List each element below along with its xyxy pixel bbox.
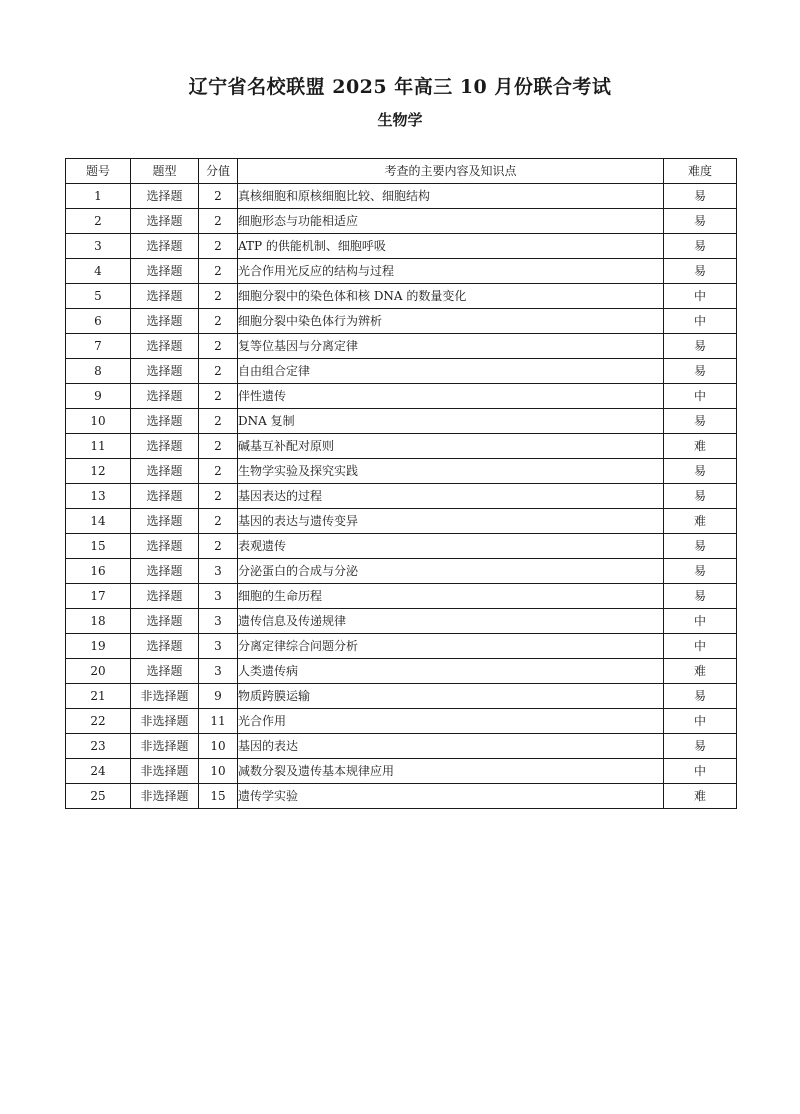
cell-question-type: 非选择题 xyxy=(131,759,199,784)
table-row xyxy=(66,659,737,684)
cell-difficulty: 易 xyxy=(664,409,737,434)
cell-difficulty: 中 xyxy=(664,709,737,734)
page-subtitle: 生物学 xyxy=(377,111,423,129)
cell-question-number: 5 xyxy=(66,284,131,309)
cell-question-number: 16 xyxy=(66,559,131,584)
table-row xyxy=(66,409,737,434)
cell-difficulty: 易 xyxy=(664,559,737,584)
table-row xyxy=(66,684,737,709)
cell-score: 2 xyxy=(199,259,238,284)
cell-score: 2 xyxy=(199,534,238,559)
cell-question-type: 选择题 xyxy=(131,584,199,609)
cell-question-type: 选择题 xyxy=(131,209,199,234)
cell-difficulty: 易 xyxy=(664,484,737,509)
cell-question-number: 8 xyxy=(66,359,131,384)
table-row xyxy=(66,309,737,334)
cell-question-number: 1 xyxy=(66,184,131,209)
cell-score: 3 xyxy=(199,659,238,684)
cell-difficulty: 中 xyxy=(664,284,737,309)
cell-question-number: 14 xyxy=(66,509,131,534)
table-row xyxy=(66,459,737,484)
cell-question-number: 12 xyxy=(66,459,131,484)
cell-content: 遗传学实验 xyxy=(238,784,664,809)
table-row xyxy=(66,209,737,234)
cell-difficulty: 易 xyxy=(664,534,737,559)
cell-score: 2 xyxy=(199,334,238,359)
cell-content: 细胞分裂中的染色体和核 DNA 的数量变化 xyxy=(238,284,664,309)
table-row xyxy=(66,259,737,284)
cell-question-number: 21 xyxy=(66,684,131,709)
header-question-type: 题型 xyxy=(131,159,199,184)
cell-content: 基因表达的过程 xyxy=(238,484,664,509)
cell-score: 2 xyxy=(199,409,238,434)
table-row xyxy=(66,559,737,584)
cell-difficulty: 易 xyxy=(664,259,737,284)
header-score: 分值 xyxy=(199,159,238,184)
cell-score: 3 xyxy=(199,584,238,609)
cell-difficulty: 中 xyxy=(664,759,737,784)
cell-difficulty: 易 xyxy=(664,459,737,484)
cell-question-number: 23 xyxy=(66,734,131,759)
cell-question-type: 选择题 xyxy=(131,334,199,359)
table-row xyxy=(66,284,737,309)
cell-question-number: 9 xyxy=(66,384,131,409)
cell-question-number: 11 xyxy=(66,434,131,459)
cell-difficulty: 难 xyxy=(664,659,737,684)
cell-score: 2 xyxy=(199,184,238,209)
table-row xyxy=(66,434,737,459)
table-row xyxy=(66,759,737,784)
cell-content: DNA 复制 xyxy=(238,409,664,434)
cell-score: 2 xyxy=(199,484,238,509)
cell-question-number: 10 xyxy=(66,409,131,434)
cell-question-number: 7 xyxy=(66,334,131,359)
cell-question-number: 25 xyxy=(66,784,131,809)
cell-question-type: 非选择题 xyxy=(131,709,199,734)
table-row xyxy=(66,609,737,634)
cell-content: 分泌蛋白的合成与分泌 xyxy=(238,559,664,584)
cell-question-number: 6 xyxy=(66,309,131,334)
cell-difficulty: 易 xyxy=(664,234,737,259)
cell-question-type: 选择题 xyxy=(131,609,199,634)
cell-difficulty: 中 xyxy=(664,634,737,659)
cell-content: 基因的表达与遗传变异 xyxy=(238,509,664,534)
cell-difficulty: 中 xyxy=(664,384,737,409)
table-row xyxy=(66,534,737,559)
cell-content: 光合作用光反应的结构与过程 xyxy=(238,259,664,284)
cell-question-number: 22 xyxy=(66,709,131,734)
table-header-row xyxy=(66,159,737,184)
cell-question-number: 2 xyxy=(66,209,131,234)
cell-score: 10 xyxy=(199,734,238,759)
cell-difficulty: 易 xyxy=(664,684,737,709)
table-row xyxy=(66,184,737,209)
cell-score: 3 xyxy=(199,559,238,584)
cell-question-type: 非选择题 xyxy=(131,734,199,759)
cell-question-number: 17 xyxy=(66,584,131,609)
cell-question-type: 选择题 xyxy=(131,634,199,659)
table-row xyxy=(66,334,737,359)
cell-content: 细胞分裂中染色体行为辨析 xyxy=(238,309,664,334)
cell-question-type: 选择题 xyxy=(131,259,199,284)
cell-difficulty: 易 xyxy=(664,209,737,234)
header-difficulty: 难度 xyxy=(664,159,737,184)
cell-score: 2 xyxy=(199,284,238,309)
cell-score: 2 xyxy=(199,434,238,459)
cell-difficulty: 易 xyxy=(664,359,737,384)
cell-content: 人类遗传病 xyxy=(238,659,664,684)
cell-question-number: 13 xyxy=(66,484,131,509)
cell-question-type: 选择题 xyxy=(131,559,199,584)
table-row xyxy=(66,484,737,509)
table-row xyxy=(66,359,737,384)
cell-question-type: 选择题 xyxy=(131,284,199,309)
cell-question-type: 选择题 xyxy=(131,184,199,209)
cell-question-number: 20 xyxy=(66,659,131,684)
table-row xyxy=(66,384,737,409)
cell-question-type: 非选择题 xyxy=(131,784,199,809)
cell-content: 分离定律综合问题分析 xyxy=(238,634,664,659)
cell-score: 2 xyxy=(199,209,238,234)
cell-difficulty: 易 xyxy=(664,184,737,209)
cell-question-type: 选择题 xyxy=(131,359,199,384)
cell-content: 细胞形态与功能相适应 xyxy=(238,209,664,234)
cell-difficulty: 易 xyxy=(664,584,737,609)
cell-question-number: 18 xyxy=(66,609,131,634)
cell-question-type: 选择题 xyxy=(131,409,199,434)
cell-question-type: 选择题 xyxy=(131,534,199,559)
cell-content: 细胞的生命历程 xyxy=(238,584,664,609)
exam-spec-table xyxy=(65,158,737,809)
cell-question-type: 选择题 xyxy=(131,484,199,509)
cell-question-type: 非选择题 xyxy=(131,684,199,709)
cell-question-type: 选择题 xyxy=(131,384,199,409)
cell-difficulty: 易 xyxy=(664,734,737,759)
cell-difficulty: 中 xyxy=(664,309,737,334)
table-row xyxy=(66,784,737,809)
cell-difficulty: 难 xyxy=(664,509,737,534)
table-row xyxy=(66,584,737,609)
header-content: 考查的主要内容及知识点 xyxy=(238,159,664,184)
cell-difficulty: 难 xyxy=(664,434,737,459)
cell-score: 15 xyxy=(199,784,238,809)
cell-question-type: 选择题 xyxy=(131,509,199,534)
cell-content: 表观遗传 xyxy=(238,534,664,559)
cell-question-number: 19 xyxy=(66,634,131,659)
table-row xyxy=(66,734,737,759)
cell-score: 2 xyxy=(199,384,238,409)
cell-difficulty: 难 xyxy=(664,784,737,809)
cell-question-type: 选择题 xyxy=(131,234,199,259)
cell-content: 真核细胞和原核细胞比较、细胞结构 xyxy=(238,184,664,209)
cell-content: ATP 的供能机制、细胞呼吸 xyxy=(238,234,664,259)
cell-content: 复等位基因与分离定律 xyxy=(238,334,664,359)
cell-difficulty: 易 xyxy=(664,334,737,359)
cell-content: 基因的表达 xyxy=(238,734,664,759)
cell-question-number: 24 xyxy=(66,759,131,784)
cell-question-type: 选择题 xyxy=(131,459,199,484)
cell-question-type: 选择题 xyxy=(131,659,199,684)
cell-content: 遗传信息及传递规律 xyxy=(238,609,664,634)
cell-question-number: 3 xyxy=(66,234,131,259)
cell-question-type: 选择题 xyxy=(131,309,199,334)
cell-score: 9 xyxy=(199,684,238,709)
cell-score: 2 xyxy=(199,509,238,534)
cell-content: 自由组合定律 xyxy=(238,359,664,384)
cell-score: 3 xyxy=(199,609,238,634)
cell-question-number: 4 xyxy=(66,259,131,284)
table-row xyxy=(66,709,737,734)
page-title: 辽宁省名校联盟 2025 年高三 10 月份联合考试 xyxy=(188,76,612,98)
cell-content: 生物学实验及探究实践 xyxy=(238,459,664,484)
table-body xyxy=(66,184,737,809)
cell-difficulty: 中 xyxy=(664,609,737,634)
cell-score: 2 xyxy=(199,234,238,259)
cell-content: 碱基互补配对原则 xyxy=(238,434,664,459)
cell-content: 减数分裂及遗传基本规律应用 xyxy=(238,759,664,784)
table-row xyxy=(66,634,737,659)
cell-score: 2 xyxy=(199,459,238,484)
header-question-number: 题号 xyxy=(66,159,131,184)
cell-content: 物质跨膜运输 xyxy=(238,684,664,709)
cell-score: 10 xyxy=(199,759,238,784)
cell-score: 11 xyxy=(199,709,238,734)
table-row xyxy=(66,509,737,534)
cell-score: 2 xyxy=(199,309,238,334)
cell-score: 2 xyxy=(199,359,238,384)
cell-question-number: 15 xyxy=(66,534,131,559)
cell-question-type: 选择题 xyxy=(131,434,199,459)
cell-content: 伴性遗传 xyxy=(238,384,664,409)
cell-score: 3 xyxy=(199,634,238,659)
table-row xyxy=(66,234,737,259)
cell-content: 光合作用 xyxy=(238,709,664,734)
